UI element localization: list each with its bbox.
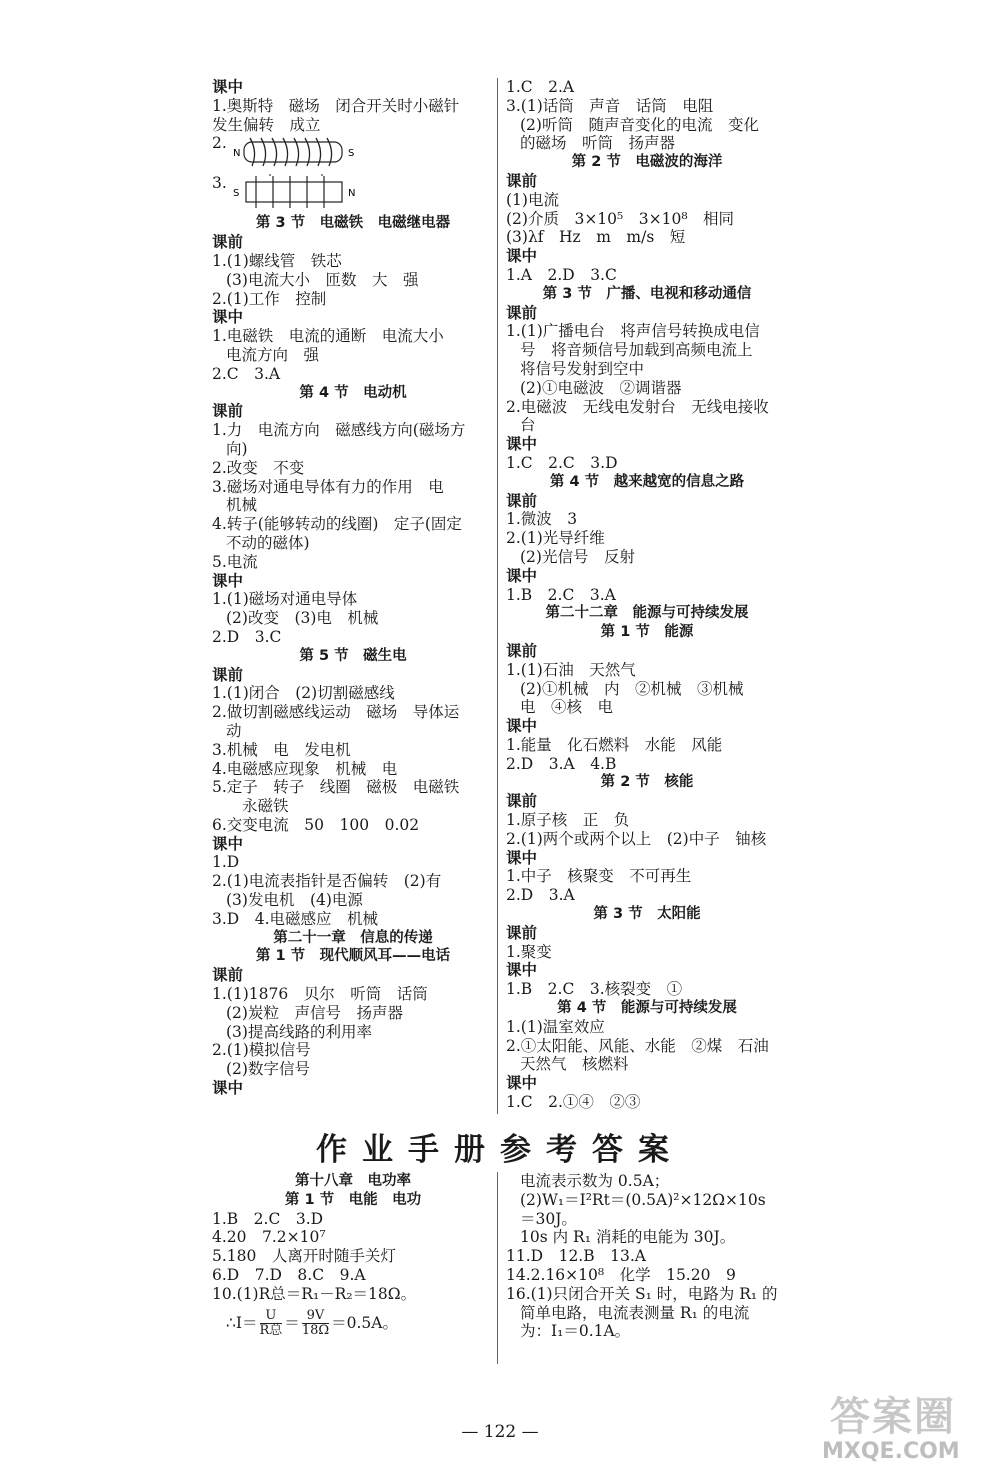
answer-line: 11.D 12.B 13.A — [506, 1247, 646, 1266]
answer-line: 1.B 2.C 3.D — [212, 1209, 324, 1228]
answer-line: 2.(1)两个或两个以上 (2)中子 铀核 — [506, 829, 767, 848]
subsection-label: 课前 — [506, 922, 538, 942]
watermark-text: 答案圈 — [830, 1394, 956, 1440]
pole-label-n: N — [233, 148, 241, 160]
subsection-label: 课中 — [506, 960, 538, 980]
answer-line: 永磁铁 — [242, 797, 289, 816]
fraction-numerator: 9V — [302, 1309, 329, 1324]
answer-line: 2.C 3.A — [212, 364, 281, 383]
answer-line: ＝30J。 — [520, 1209, 577, 1228]
answer-line: 1.C 2.①④ ②③ — [506, 1093, 641, 1112]
answer-line: 5.180 人离开时随手关灯 — [212, 1247, 396, 1266]
answer-line: 10.(1)R总＝R₁－R₂＝18Ω。 — [212, 1284, 417, 1303]
subsection-label: 课中 — [212, 833, 244, 853]
solenoid-core — [244, 142, 342, 162]
pole-label-n: N — [348, 188, 356, 200]
answer-line: 1.电磁铁 电流的通断 电流大小 — [212, 327, 444, 346]
figure-answer — [212, 174, 494, 214]
answer-line: 2.D 3.A 4.B — [506, 754, 617, 773]
answer-line: 1.B 2.C 3.A — [506, 585, 616, 604]
column-divider-bottom — [497, 1172, 498, 1364]
answer-line: 台 — [520, 416, 536, 435]
answer-line: (2)炭粒 声信号 扬声器 — [226, 1003, 403, 1022]
section-heading: 第 2 节 核能 — [600, 774, 694, 791]
section-heading: 第 1 节 能源 — [600, 624, 694, 641]
answer-line: 14.2.16×10⁸ 化学 15.20 9 — [506, 1265, 736, 1284]
bottom-left-column — [212, 1172, 494, 1342]
answer-line: 号 将音频信号加载到高频电流上 — [520, 341, 753, 360]
answer-number: 3. — [212, 174, 227, 193]
answer-line: (2)介质 3×10⁵ 3×10⁸ 相同 — [506, 209, 735, 228]
formula-line — [212, 1304, 494, 1342]
section-heading: 第二十二章 能源与可持续发展 — [545, 605, 749, 622]
answer-line: 的磁场 听筒 扬声器 — [520, 134, 676, 153]
subsection-label: 课前 — [506, 170, 538, 190]
answer-line: (2)W₁＝I²Rt＝(0.5A)²×12Ω×10s — [520, 1190, 766, 1209]
answer-line: (2)数字信号 — [226, 1060, 310, 1079]
answer-line: 1.(1)螺线管 铁芯 — [212, 251, 342, 270]
answer-line: 4.20 7.2×10⁷ — [212, 1228, 326, 1247]
subsection-label: 课前 — [212, 965, 244, 985]
answer-line: 1.(1)1876 贝尔 听筒 话筒 — [212, 985, 428, 1004]
subsection-label: 课中 — [506, 716, 538, 736]
answer-line: 电流表示数为 0.5A； — [520, 1172, 670, 1190]
answer-line: (2)光信号 反射 — [520, 547, 635, 566]
right-answer-column — [506, 78, 788, 1112]
coil-lead — [270, 174, 322, 176]
workbook-answers-title: 作业手册参考答案 — [316, 1132, 684, 1168]
left-answer-column — [212, 78, 494, 1098]
answer-line: (3)λf Hz m m/s 短 — [506, 228, 686, 247]
answer-line: 1.C 2.A — [506, 78, 575, 96]
subsection-label: 课中 — [212, 570, 244, 590]
answer-line: 1.A 2.D 3.C — [506, 265, 617, 284]
section-heading: 第 4 节 越来越宽的信息之路 — [549, 473, 745, 490]
section-heading: 第 4 节 电动机 — [299, 384, 407, 401]
solenoid-diagram-2 — [230, 174, 370, 212]
fraction-u-over-r — [260, 1309, 283, 1338]
answer-number: 2. — [212, 134, 227, 153]
subsection-label: 课前 — [212, 664, 244, 684]
answer-line: 1.(1)广播电台 将声信号转换成电信 — [506, 322, 760, 341]
formula-suffix: ＝0.5A。 — [331, 1313, 398, 1332]
fraction-numerator: U — [260, 1309, 283, 1324]
subsection-label: 课中 — [212, 1078, 244, 1098]
answer-line: 机械 — [226, 496, 258, 515]
answer-line: 3.D 4.电磁感应 机械 — [212, 909, 379, 928]
answer-line: 1.能量 化石燃料 水能 风能 — [506, 735, 723, 754]
answer-line: (3)提高线路的利用率 — [226, 1022, 372, 1041]
answer-line: 1.(1)石油 天然气 — [506, 660, 636, 679]
answer-line: 2.D 3.A — [506, 886, 575, 905]
subsection-label: 课中 — [506, 565, 538, 585]
answer-line: 1.微波 3 — [506, 510, 578, 529]
answer-line: 1.原子核 正 负 — [506, 811, 630, 830]
answer-line: (2)①电磁波 ②调谐器 — [520, 378, 682, 397]
answer-line: 2.(1)光导纤维 — [506, 529, 605, 548]
fraction-denominator: 18Ω — [301, 1323, 330, 1339]
answer-line: 3.机械 电 发电机 — [212, 740, 351, 759]
solenoid-diagram-1 — [230, 134, 370, 172]
answer-line: 1.(1)温室效应 — [506, 1017, 605, 1036]
subsection-label: 课前 — [506, 302, 538, 322]
subsection-label: 课前 — [506, 640, 538, 660]
answer-line: 2.(1)电流表指针是否偏转 (2)有 — [212, 872, 442, 891]
subsection-label: 课前 — [212, 232, 244, 252]
section-heading: 第 3 节 太阳能 — [593, 906, 701, 923]
answer-line: (2)改变 (3)电 机械 — [226, 609, 379, 628]
subsection-label: 课前 — [506, 791, 538, 811]
section-heading: 第 1 节 现代顺风耳——电话 — [255, 948, 451, 965]
answer-line: 电 ④核 电 — [520, 698, 614, 717]
answer-line: 1.C 2.C 3.D — [506, 453, 618, 472]
answer-line: 1.奥斯特 磁场 闭合开关时小磁针 — [212, 96, 460, 115]
section-heading: 第 2 节 电磁波的海洋 — [571, 154, 723, 171]
watermark-url: MXQE.COM — [822, 1439, 960, 1464]
section-heading: 第 5 节 磁生电 — [299, 647, 407, 664]
formula-prefix: ∴I＝ — [226, 1313, 258, 1332]
answer-line: 1.(1)闭合 (2)切割磁感线 — [212, 684, 395, 703]
answer-line: 2.做切割磁感线运动 磁场 导体运 — [212, 703, 460, 722]
answer-line: 5.定子 转子 线圈 磁极 电磁铁 — [212, 778, 460, 797]
pole-label-s: S — [348, 148, 355, 160]
answer-line: 2.①太阳能、风能、水能 ②煤 石油 — [506, 1036, 769, 1055]
subsection-label: 课前 — [212, 401, 244, 421]
answer-line: 16.(1)只闭合开关 S₁ 时，电路为 R₁ 的 — [506, 1284, 778, 1303]
section-heading: 第二十一章 信息的传递 — [273, 929, 433, 946]
fraction-9v-over-18 — [302, 1309, 329, 1338]
page-number: — 122 — — [461, 1422, 539, 1442]
formula-equals: ＝ — [284, 1313, 300, 1332]
section-heading: 第 4 节 能源与可持续发展 — [557, 1000, 737, 1017]
answer-line: 2.D 3.C — [212, 627, 282, 646]
subsection-label: 课中 — [212, 307, 244, 327]
answer-line: 动 — [226, 721, 242, 740]
answer-line: 2.改变 不变 — [212, 458, 305, 477]
answer-line: 4.转子(能够转动的线圈) 定子(固定 — [212, 515, 462, 534]
subsection-label: 课中 — [506, 246, 538, 266]
answer-line: 2.(1)模拟信号 — [212, 1041, 311, 1060]
answer-line: 1.D — [212, 853, 240, 872]
answer-line: 1.B 2.C 3.核裂变 ① — [506, 980, 683, 999]
answer-line: 6.D 7.D 8.C 9.A — [212, 1265, 366, 1284]
answer-line: 发生偏转 成立 — [212, 115, 321, 134]
subsection-label: 课中 — [212, 77, 244, 96]
pole-label-s: S — [233, 188, 240, 200]
answer-line: 1.聚变 — [506, 942, 552, 961]
answer-line: 简单电路，电流表测量 R₁ 的电流 — [520, 1303, 750, 1322]
column-divider-top — [497, 78, 498, 1114]
bottom-right-column — [506, 1172, 788, 1341]
answer-line: 为：I₁＝0.1A。 — [520, 1322, 631, 1341]
answer-line: 天然气 核燃料 — [520, 1055, 629, 1074]
answer-line: 5.电流 — [212, 552, 258, 571]
answer-line: 不动的磁体) — [226, 533, 310, 552]
answer-line: (1)电流 — [506, 190, 559, 209]
answer-line: 3.磁场对通电导体有力的作用 电 — [212, 477, 444, 496]
answer-line: 6.交变电流 50 100 0.02 — [212, 815, 420, 834]
fraction-denominator: R总 — [259, 1323, 283, 1339]
subsection-label: 课中 — [506, 1073, 538, 1093]
answer-line: (2)①机械 内 ②机械 ③机械 — [520, 679, 744, 698]
subsection-label: 课前 — [506, 490, 538, 510]
answer-line: 4.电磁感应现象 机械 电 — [212, 759, 398, 778]
answer-line: 电流方向 强 — [226, 345, 320, 364]
section-heading: 第 3 节 电磁铁 电磁继电器 — [255, 215, 451, 232]
answer-line: 2.(1)工作 控制 — [212, 289, 327, 308]
section-heading: 第 1 节 电能 电功 — [284, 1191, 422, 1208]
subsection-label: 课中 — [506, 847, 538, 867]
watermark-logo — [822, 1385, 992, 1465]
answer-line: 1.中子 核聚变 不可再生 — [506, 867, 692, 886]
subsection-label: 课中 — [506, 434, 538, 454]
answer-line: 1.(1)磁场对通电导体 — [212, 590, 358, 609]
answer-line: 3.(1)话筒 声音 话筒 电阻 — [506, 96, 714, 115]
solenoid-core — [246, 182, 342, 202]
answer-line: (2)听筒 随声音变化的电流 变化 — [520, 115, 759, 134]
section-heading: 第 3 节 广播、电视和移动通信 — [542, 285, 752, 302]
answer-line: (3)电流大小 匝数 大 强 — [226, 270, 419, 289]
section-heading: 第十八章 电功率 — [295, 1173, 411, 1189]
answer-line: (3)发电机 (4)电源 — [226, 891, 363, 910]
answer-line: 2.电磁波 无线电发射台 无线电接收 — [506, 397, 769, 416]
figure-answer — [212, 134, 494, 174]
answer-line: 向) — [226, 439, 248, 458]
answer-line: 10s 内 R₁ 消耗的电能为 30J。 — [520, 1228, 736, 1247]
answer-line: 将信号发射到空中 — [520, 359, 645, 378]
answer-line: 1.力 电流方向 磁感线方向(磁场方 — [212, 421, 466, 440]
